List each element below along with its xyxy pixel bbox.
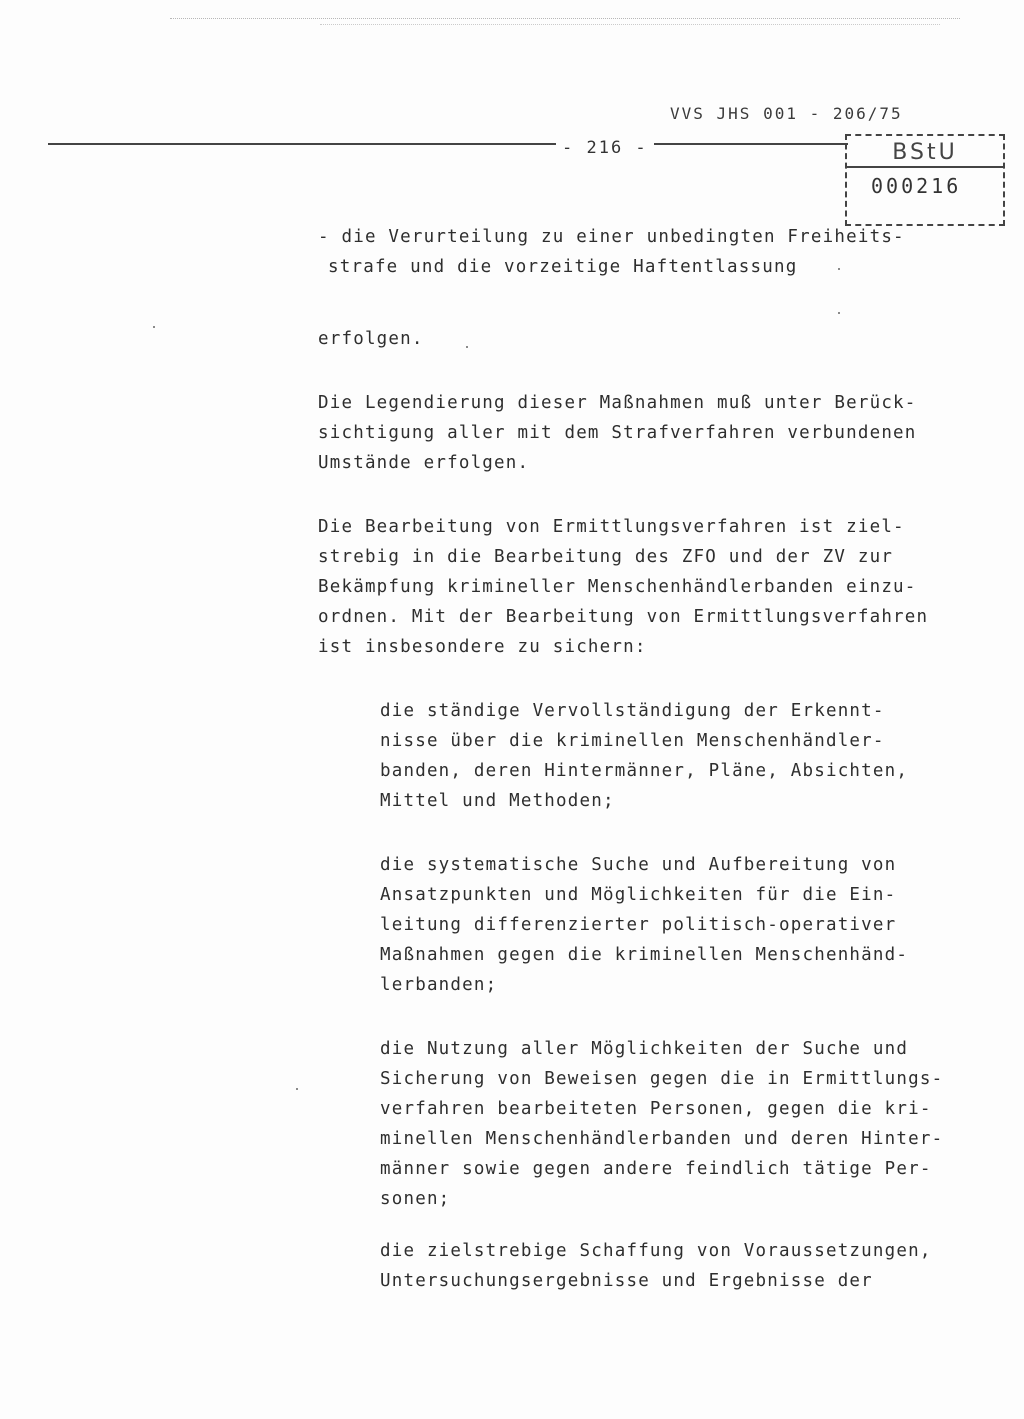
copy-artifact-line [320, 24, 940, 27]
archive-stamp [845, 134, 1005, 226]
list-item-line: leitung differenzierter politisch-operativer [380, 915, 897, 935]
stamp-number: 000216 [871, 174, 962, 198]
paragraph-line: strebig in die Bearbeitung des ZFO und der ZV zur [318, 547, 894, 567]
list-item [318, 850, 958, 1000]
list-item-line: nisse über die kriminellen Menschenhändler- [380, 731, 885, 751]
list-item [318, 1236, 958, 1296]
stamp-title: BStU [892, 140, 958, 165]
paper-speck [838, 312, 840, 314]
list-item-line: sonen; [380, 1189, 451, 1209]
paragraph-legendierung [318, 388, 958, 478]
list-item-line: die systematische Suche und Aufbereitung von [380, 855, 897, 875]
list-item-line: die ständige Vervollständigung der Erkennt- [380, 701, 885, 721]
paragraph-line: Umstände erfolgen. [318, 453, 530, 473]
paragraph-line: ordnen. Mit der Bearbeitung von Ermittlungsverfahren [318, 607, 929, 627]
list-item [318, 1034, 958, 1214]
paper-speck [466, 346, 468, 348]
paragraph-line: Bekämpfung krimineller Menschenhändlerbanden einzu- [318, 577, 917, 597]
header-rule [48, 143, 848, 145]
closing-line: erfolgen. [318, 329, 424, 349]
list-item-line: minellen Menschenhändlerbanden und deren Hinter- [380, 1129, 944, 1149]
page-number: - 216 - [556, 138, 654, 158]
list-item-line: Maßnahmen gegen die kriminellen Menschenhänd- [380, 945, 909, 965]
document-body [318, 222, 958, 1296]
paper-speck [296, 1088, 298, 1090]
list-item-line: Ansatzpunkten und Möglichkeiten für die Ein- [380, 885, 897, 905]
list-item-line: verfahren bearbeiteten Personen, gegen die kri- [380, 1099, 932, 1119]
paragraph-bearbeitung [318, 512, 958, 662]
copy-artifact-line [170, 18, 960, 21]
list-item-line: Sicherung von Beweisen gegen die in Ermittlungs- [380, 1069, 944, 1089]
paragraph-line: ist insbesondere zu sichern: [318, 637, 647, 657]
list-item-line: Untersuchungsergebnisse und Ergebnisse der [380, 1271, 873, 1291]
bullet-line: - die Verurteilung zu einer unbedingten Freiheits- [318, 227, 905, 247]
paragraph-line: sichtigung aller mit dem Strafverfahren verbundenen [318, 423, 917, 443]
list-item-line: lerbanden; [380, 975, 498, 995]
list-item-line: männer sowie gegen andere feindlich tätige Per- [380, 1159, 932, 1179]
list-item-line: Mittel und Methoden; [380, 791, 615, 811]
list-item-line: die Nutzung aller Möglichkeiten der Suche und [380, 1039, 909, 1059]
paragraph-line: Die Legendierung dieser Maßnahmen muß unter Berück- [318, 393, 917, 413]
bullet-line: strafe und die vorzeitige Haftentlassung [328, 257, 798, 277]
paragraph-line: Die Bearbeitung von Ermittlungsverfahren ist ziel- [318, 517, 905, 537]
paper-speck [153, 326, 155, 328]
stamp-divider [847, 166, 1003, 168]
list-item-line: banden, deren Hintermänner, Pläne, Absichten, [380, 761, 909, 781]
list-item-line: die zielstrebige Schaffung von Voraussetzungen, [380, 1241, 932, 1261]
document-reference: VVS JHS 001 - 206/75 [670, 104, 903, 123]
paper-speck [838, 268, 840, 270]
list-item [318, 696, 958, 816]
